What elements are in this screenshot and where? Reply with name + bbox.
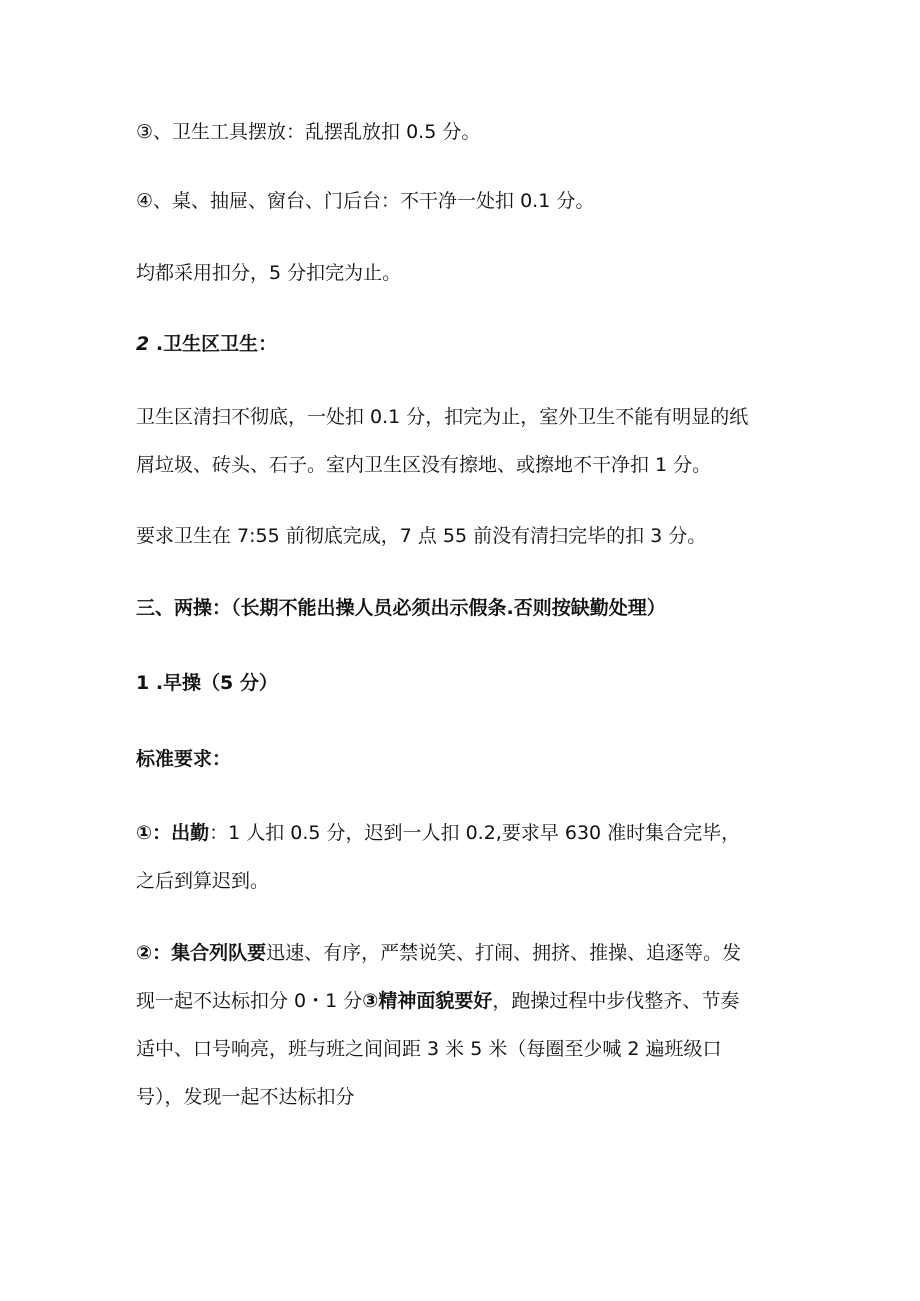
section-heading-morning-exercise xyxy=(136,670,796,696)
heading-text: .卫生区卫生： xyxy=(149,333,278,355)
text-line-lineup-cont xyxy=(136,988,796,1014)
item-title: ③精神面貌要好 xyxy=(362,990,493,1012)
text-line-hygiene-area-2 xyxy=(136,452,796,478)
text: 号），发现一起不达标扣分 xyxy=(136,1086,355,1108)
text: ③、卫生工具摆放：乱摆乱放扣 0.5 分。 xyxy=(136,121,481,143)
text: 要求卫生在 7:55 前彻底完成，7 点 55 前没有清扫完毕的扣 3 分。 xyxy=(136,525,707,547)
heading-text: 1 .早操（5 分） xyxy=(136,672,278,694)
text: 适中、口号响亮，班与班之间间距 3 米 5 米（每圈至少喊 2 遍班级口 xyxy=(136,1038,722,1060)
text-line-tool-placement xyxy=(136,119,796,145)
text-line-desk-cleanliness xyxy=(136,188,796,214)
text-line-lineup xyxy=(136,940,796,966)
section-heading-hygiene-area xyxy=(136,331,796,357)
text-line-time-requirement xyxy=(136,523,796,549)
text: 迅速、有序，严禁说笑、打闹、拥挤、推操、追逐等。发 xyxy=(266,942,742,964)
item-title: 集合列队要 xyxy=(171,942,267,964)
text: ，跑操过程中步伐整齐、节奏 xyxy=(492,990,740,1012)
item-marker: ①： xyxy=(136,822,172,844)
text-line-spirit-cont xyxy=(136,1084,796,1110)
heading-text: 标准要求： xyxy=(136,748,232,770)
item-title: 出勤 xyxy=(171,822,210,844)
item-marker: ②： xyxy=(136,942,172,964)
text: 卫生区清扫不彻底，一处扣 0.1 分，扣完为止，室外卫生不能有明显的纸 xyxy=(136,406,749,428)
text-line-attendance xyxy=(136,820,796,846)
text-line-deduction-rule xyxy=(136,260,796,286)
text: 之后到算迟到。 xyxy=(136,870,270,892)
section-heading-standard-requirements xyxy=(136,746,796,772)
text-line-spirit xyxy=(136,1036,796,1062)
heading-number: 2 xyxy=(136,333,150,355)
text: ：1 人扣 0.5 分，迟到一人扣 0.2,要求早 630 准时集合完毕， xyxy=(209,822,741,844)
text: 屑垃圾、砖头、石子。室内卫生区没有擦地、或擦地不干净扣 1 分。 xyxy=(136,454,712,476)
heading-text: 三、两操：（长期不能出操人员必须出示假条.否则按缺勤处理） xyxy=(136,597,666,619)
text: 现一起不达标扣分 0・1 分 xyxy=(136,990,363,1012)
text: ④、桌、抽屉、窗台、门后台：不干净一处扣 0.1 分。 xyxy=(136,190,595,212)
section-heading-two-exercises xyxy=(136,595,796,621)
text: 均都采用扣分，5 分扣完为止。 xyxy=(136,262,402,284)
text-line-hygiene-area-1 xyxy=(136,404,796,430)
text-line-attendance-cont xyxy=(136,868,796,894)
